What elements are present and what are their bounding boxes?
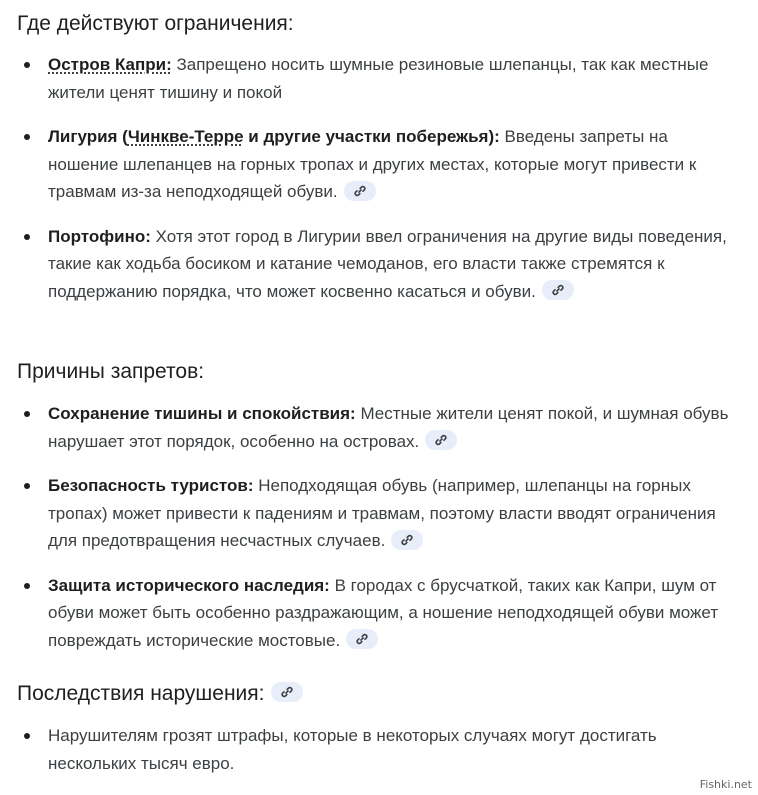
source-link-chip[interactable] xyxy=(391,530,423,550)
source-link-chip[interactable] xyxy=(346,629,378,649)
link-icon xyxy=(281,686,293,698)
list-consequences xyxy=(0,722,758,777)
item-bold-label: Безопасность туристов: xyxy=(48,476,254,495)
item-bold-link[interactable]: Чинкве-Терре xyxy=(127,127,244,146)
source-link-chip[interactable] xyxy=(542,280,574,300)
item-text: Введены запреты на ношение шлепанцев на горных тропах и других местах, которые могут привести к травмам из-за неподходящей обуви. xyxy=(48,127,697,201)
list-item xyxy=(0,400,738,455)
list-item xyxy=(0,223,738,306)
source-link-chip[interactable] xyxy=(425,430,457,450)
item-text: В городах с брусчаткой, таких как Капри, шум от обуви может быть особенно раздражающим, а ношение неподходящей обуви может повреждать исторические мостовые. xyxy=(48,575,719,650)
list-item xyxy=(0,722,738,777)
section-title-text: Последствия нарушения: xyxy=(17,682,265,705)
item-text: Запрещено носить шумные резиновые шлепанцы, так как местные жители ценят тишину и покой xyxy=(48,55,709,102)
list-item xyxy=(0,572,738,655)
item-bold-label xyxy=(48,127,500,146)
link-icon xyxy=(401,534,413,546)
item-text: Хотя этот город в Лигурии ввел ограничения на другие виды поведения, такие как ходьба босиком и катание чемоданов, его власти также стремятся к поддержанию порядка, что может косвенно касаться и обуви. xyxy=(48,226,727,301)
section-title-reasons: Причины запретов: xyxy=(17,360,205,383)
link-icon xyxy=(552,284,564,296)
list-reasons xyxy=(0,400,758,654)
list-item xyxy=(0,123,738,206)
source-link-chip[interactable] xyxy=(271,682,303,702)
section-title-consequences xyxy=(17,681,303,707)
item-bold-pre: Лигурия ( xyxy=(48,127,128,146)
item-text: Нарушителям грозят штрафы, которые в некоторых случаях могут достигать нескольких тысяч евро. xyxy=(48,726,657,773)
link-icon xyxy=(354,185,366,197)
source-link-chip[interactable] xyxy=(344,181,376,201)
item-bold-label: Портофино: xyxy=(48,226,151,246)
item-bold-post: и другие участки побережья): xyxy=(243,127,500,146)
watermark: Fishki.net xyxy=(699,778,752,791)
list-restrictions xyxy=(0,51,758,305)
link-icon xyxy=(356,633,368,645)
link-icon xyxy=(435,434,447,446)
list-item xyxy=(0,472,738,555)
item-text: Местные жители ценят покой, и шумная обувь нарушает этот порядок, особенно на островах. xyxy=(48,404,729,451)
item-bold-label[interactable]: Остров Капри: xyxy=(48,55,172,74)
item-text: Неподходящая обувь (например, шлепанцы на горных тропах) может привести к падениям и травмам, поэтому власти вводят ограничения для предотвращения несчастных случаев. xyxy=(48,476,716,550)
list-item xyxy=(0,51,738,106)
item-bold-label: Сохранение тишины и спокойствия: xyxy=(48,404,356,423)
item-bold-label: Защита исторического наследия: xyxy=(48,575,330,595)
section-title-restrictions: Где действуют ограничения: xyxy=(17,12,294,35)
